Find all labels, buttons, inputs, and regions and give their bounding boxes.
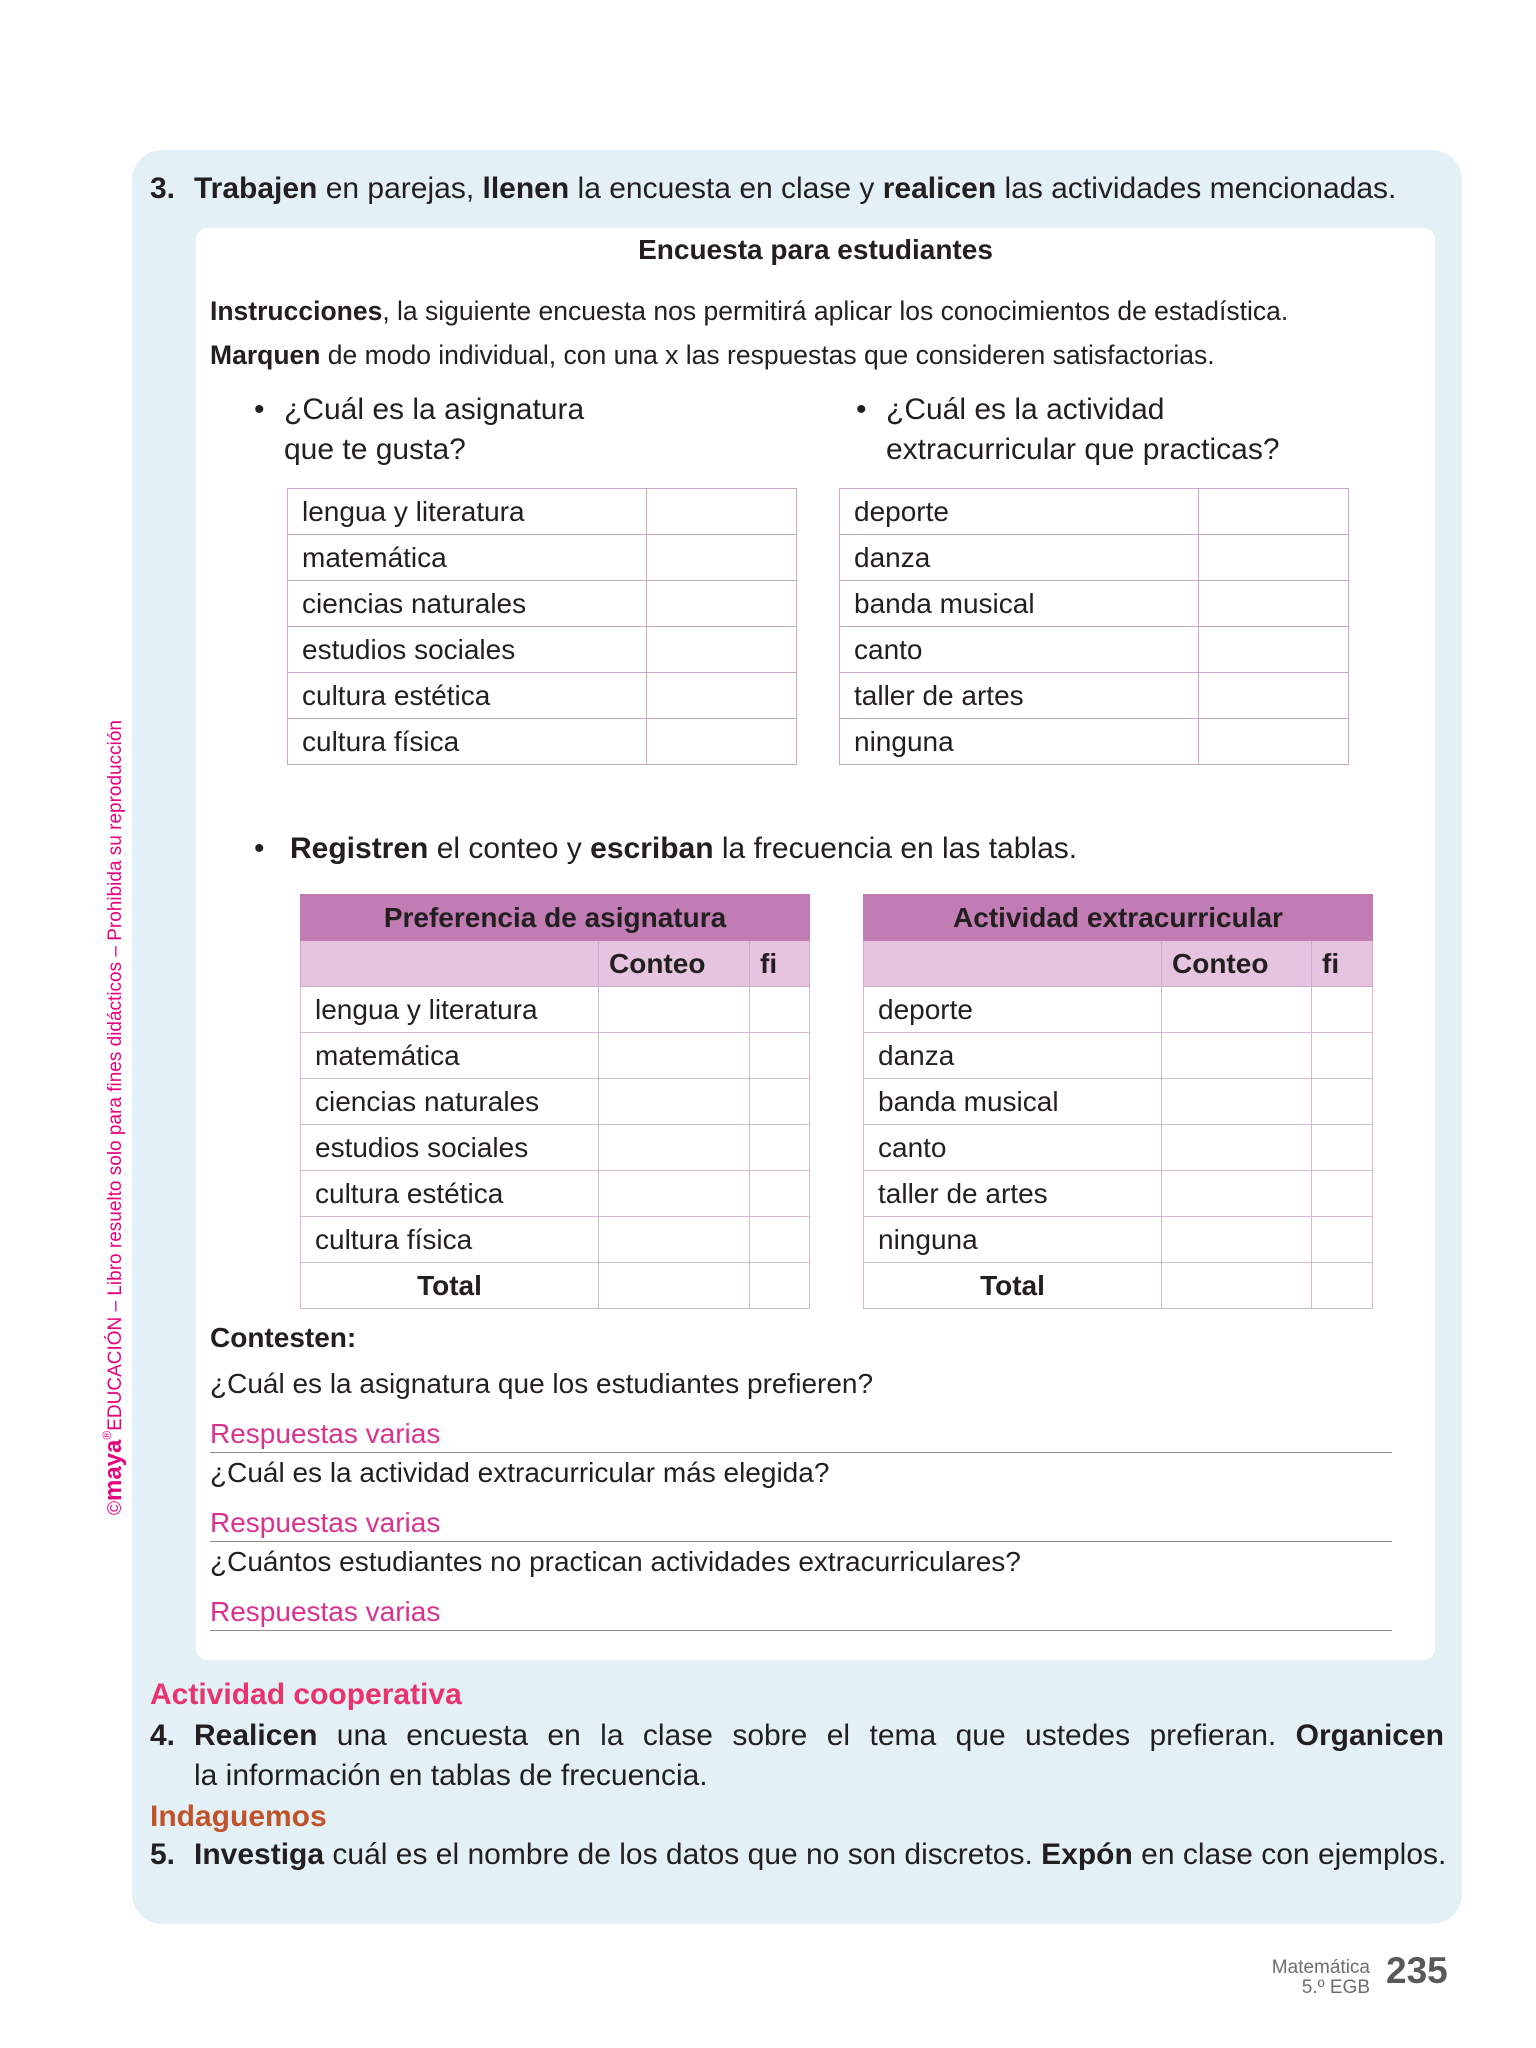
option-label: ninguna (840, 719, 1199, 765)
table-row (864, 1217, 1373, 1263)
fi-cell[interactable] (1312, 1125, 1373, 1171)
survey-mark-instruction (210, 340, 1215, 371)
total-label: Total (864, 1263, 1162, 1309)
total-count-cell[interactable] (599, 1263, 750, 1309)
mark-cell[interactable] (1199, 581, 1349, 627)
text: las actividades mencionadas. (996, 172, 1397, 205)
survey-question-subject (254, 390, 584, 470)
fi-cell[interactable] (750, 1171, 810, 1217)
fi-cell[interactable] (1312, 1033, 1373, 1079)
verb-escriban: escriban (590, 832, 714, 865)
step-5-instruction (150, 1838, 1446, 1872)
instructions-label: Instrucciones (210, 296, 383, 326)
option-label: banda musical (840, 581, 1199, 627)
row-label: deporte (864, 987, 1162, 1033)
fi-cell[interactable] (750, 1033, 810, 1079)
question-3: ¿Cuántos estudiantes no practican actividades extracurriculares? (210, 1546, 1021, 1577)
mark-cell[interactable] (647, 719, 797, 765)
register-instruction (254, 832, 1077, 866)
mark-cell[interactable] (1199, 627, 1349, 673)
count-cell[interactable] (599, 1033, 750, 1079)
verb-investiga: Investiga (194, 1838, 325, 1871)
text: la frecuencia en las tablas. (713, 832, 1078, 865)
table-row (864, 1033, 1373, 1079)
fi-cell[interactable] (1312, 987, 1373, 1033)
count-cell[interactable] (599, 987, 750, 1033)
text: el conteo y (428, 832, 591, 865)
fi-cell[interactable] (1312, 1217, 1373, 1263)
count-cell[interactable] (1162, 1079, 1312, 1125)
table-row (301, 1033, 810, 1079)
question-1: ¿Cuál es la asignatura que los estudiantes prefieren? (210, 1368, 874, 1399)
header-fi: fi (1312, 941, 1373, 987)
row-label: banda musical (864, 1079, 1162, 1125)
total-row (301, 1263, 810, 1309)
row-label: ciencias naturales (301, 1079, 599, 1125)
row-label: matemática (301, 1033, 599, 1079)
instructions-text: , la siguiente encuesta nos permitirá aplicar los conocimientos de estadística. (382, 296, 1289, 326)
verb-realicen: Realicen (194, 1719, 318, 1752)
fi-cell[interactable] (750, 1217, 810, 1263)
option-label: canto (840, 627, 1199, 673)
option-label: danza (840, 535, 1199, 581)
grade-label: 5.º EGB (1301, 1977, 1370, 1998)
answers-heading: Contesten: (210, 1322, 357, 1353)
question-2: ¿Cuál es la actividad extracurricular más elegida? (210, 1457, 830, 1488)
header-conteo: Conteo (599, 941, 750, 987)
answer-field-3[interactable]: Respuestas varias (210, 1596, 1392, 1631)
text: en clase con ejemplos. (1132, 1838, 1447, 1871)
row-label: danza (864, 1033, 1162, 1079)
option-label: matemática (288, 535, 647, 581)
step-number: 5. (150, 1838, 176, 1871)
total-row (864, 1263, 1373, 1309)
table-row (864, 1079, 1373, 1125)
total-fi-cell[interactable] (1312, 1263, 1373, 1309)
copyright-symbol: © (105, 1501, 126, 1515)
count-cell[interactable] (1162, 1217, 1312, 1263)
survey-title: Encuesta para estudiantes (638, 234, 993, 265)
count-cell[interactable] (599, 1171, 750, 1217)
header-conteo: Conteo (1162, 941, 1312, 987)
count-cell[interactable] (599, 1125, 750, 1171)
total-count-cell[interactable] (1162, 1263, 1312, 1309)
mark-cell[interactable] (1199, 535, 1349, 581)
step-number: 4. (150, 1719, 176, 1752)
registered-symbol: ® (100, 1430, 114, 1440)
fi-cell[interactable] (1312, 1171, 1373, 1217)
count-cell[interactable] (1162, 987, 1312, 1033)
table-row (864, 1125, 1373, 1171)
survey-question-activity (856, 390, 1280, 470)
bullet-icon: • (856, 393, 867, 426)
survey-activity-table (839, 488, 1349, 765)
row-label: cultura física (301, 1217, 599, 1263)
frequency-table-activities (863, 894, 1373, 1309)
brand-logo: maya (100, 1439, 127, 1501)
table-row (864, 987, 1373, 1033)
question-line: ¿Cuál es la actividad (886, 393, 1165, 426)
option-label: ciencias naturales (288, 581, 647, 627)
table-row (301, 1217, 810, 1263)
table-row (301, 1125, 810, 1171)
mark-cell[interactable] (647, 673, 797, 719)
option-label: deporte (840, 489, 1199, 535)
verb-llenen: llenen (482, 172, 570, 205)
step-4-line-2: la información en tablas de frecuencia. (194, 1759, 708, 1792)
survey-subject-table (287, 488, 797, 765)
question-line: extracurricular que practicas? (886, 433, 1280, 466)
count-cell[interactable] (599, 1079, 750, 1125)
step-3-instruction (150, 172, 1396, 206)
option-label: lengua y literatura (288, 489, 647, 535)
survey-instructions (210, 296, 1288, 327)
bullet-icon: • (254, 393, 265, 426)
mark-text: de modo individual, con una x las respuestas que consideren satisfactorias. (320, 340, 1215, 370)
option-label: taller de artes (840, 673, 1199, 719)
header-fi: fi (750, 941, 810, 987)
count-cell[interactable] (1162, 1125, 1312, 1171)
row-label: cultura estética (301, 1171, 599, 1217)
text: la encuesta en clase y (569, 172, 883, 205)
row-label: ninguna (864, 1217, 1162, 1263)
table-row (301, 1171, 810, 1217)
verb-registren: Registren (290, 832, 429, 865)
verb-expon: Expón (1041, 1838, 1133, 1871)
verb-realicen: realicen (882, 172, 997, 205)
mark-cell[interactable] (647, 535, 797, 581)
question-line: ¿Cuál es la asignatura (284, 393, 585, 426)
fi-cell[interactable] (750, 1125, 810, 1171)
count-cell[interactable] (1162, 1033, 1312, 1079)
count-cell[interactable] (1162, 1171, 1312, 1217)
page-number: 235 (1386, 1950, 1448, 1991)
verb-organicen: Organicen (1295, 1719, 1444, 1752)
step-4-line-1 (150, 1716, 1444, 1756)
text: una encuesta en la clase sobre el tema que ustedes prefieran. (317, 1719, 1296, 1752)
header-blank (864, 941, 1162, 987)
table-title: Actividad extracurricular (864, 895, 1373, 941)
answer-field-2[interactable]: Respuestas varias (210, 1507, 1392, 1542)
cooperative-activity-title: Actividad cooperativa (150, 1678, 462, 1711)
step-number: 3. (150, 172, 176, 205)
mark-label: Marquen (210, 340, 321, 370)
option-label: estudios sociales (288, 627, 647, 673)
answer-field-1[interactable]: Respuestas varias (210, 1418, 1392, 1453)
step-4-instruction (150, 1716, 1444, 1796)
row-label: taller de artes (864, 1171, 1162, 1217)
copyright-sidebar (100, 720, 128, 1515)
frequency-table-subjects (300, 894, 810, 1309)
bullet-icon: • (254, 832, 265, 865)
table-title: Preferencia de asignatura (301, 895, 810, 941)
option-label: cultura física (288, 719, 647, 765)
option-label: cultura estética (288, 673, 647, 719)
footer-subject (1272, 1958, 1370, 1998)
table-row (301, 1079, 810, 1125)
mark-cell[interactable] (1199, 673, 1349, 719)
subject-label: Matemática (1271, 1957, 1370, 1978)
mark-cell[interactable] (647, 581, 797, 627)
row-label: estudios sociales (301, 1125, 599, 1171)
fi-cell[interactable] (750, 987, 810, 1033)
total-label: Total (301, 1263, 599, 1309)
text: cuál es el nombre de los datos que no son discretos. (324, 1838, 1042, 1871)
question-line: que te gusta? (284, 433, 466, 466)
mark-cell[interactable] (1199, 719, 1349, 765)
fi-cell[interactable] (750, 1079, 810, 1125)
mark-cell[interactable] (647, 627, 797, 673)
table-row (301, 987, 810, 1033)
text: en parejas, (317, 172, 483, 205)
total-fi-cell[interactable] (750, 1263, 810, 1309)
copyright-text: EDUCACIÓN – Libro resuelto solo para fines didácticos – Prohibida su reproducción (105, 720, 126, 1431)
row-label: canto (864, 1125, 1162, 1171)
row-label: lengua y literatura (301, 987, 599, 1033)
table-row (864, 1171, 1373, 1217)
header-blank (301, 941, 599, 987)
investigate-title: Indaguemos (150, 1800, 327, 1833)
verb-trabajen: Trabajen (194, 172, 318, 205)
mark-cell[interactable] (1199, 489, 1349, 535)
count-cell[interactable] (599, 1217, 750, 1263)
mark-cell[interactable] (647, 489, 797, 535)
fi-cell[interactable] (1312, 1079, 1373, 1125)
